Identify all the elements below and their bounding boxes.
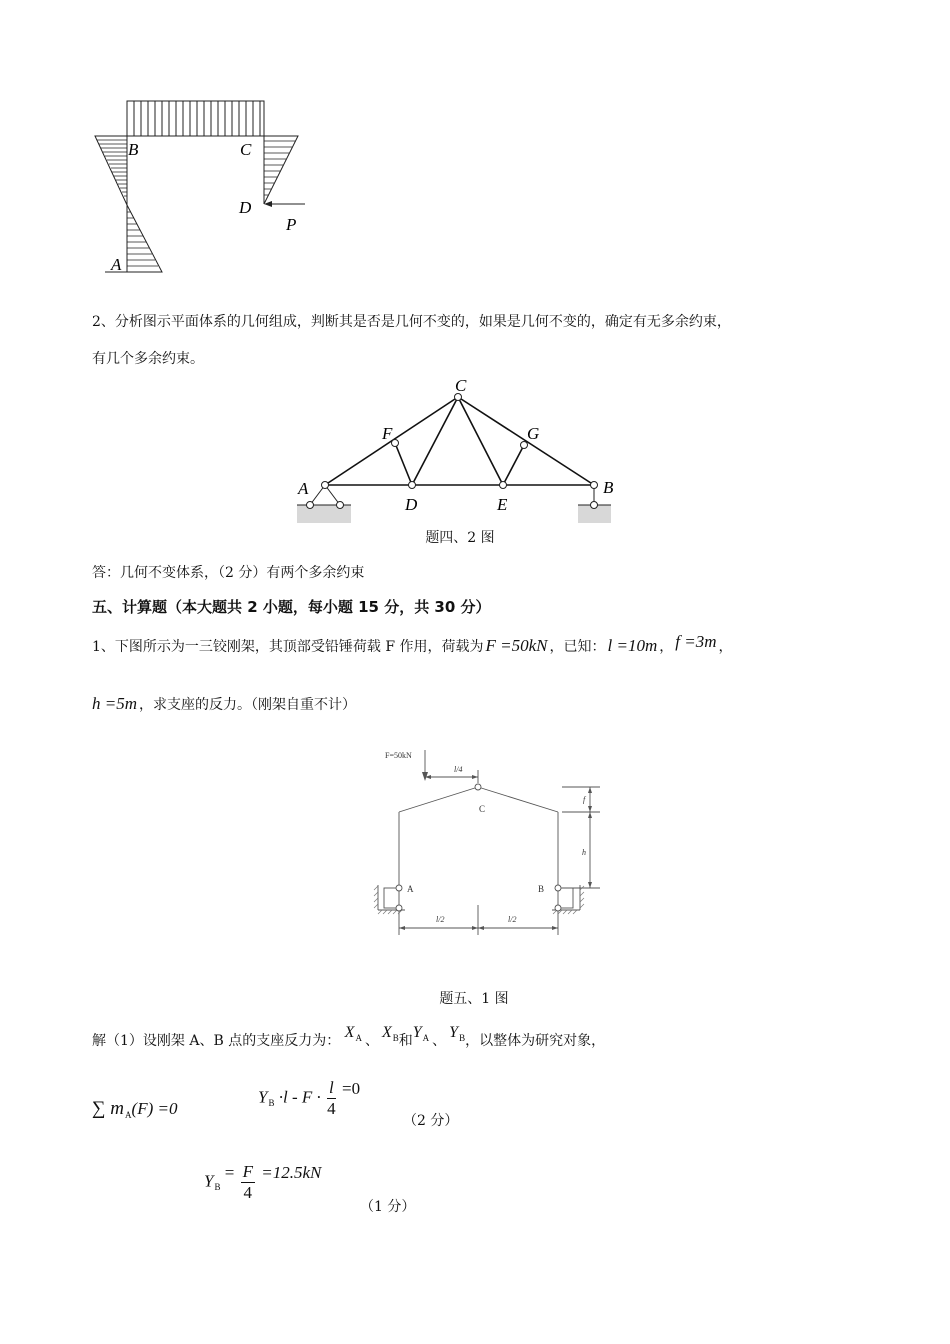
problem-1-l-value: l =10m — [607, 636, 658, 655]
truss-label-e: E — [497, 495, 508, 514]
problem-1-line-1 — [92, 632, 733, 657]
eq1-sub: A — [125, 1110, 132, 1120]
eq3-num: F — [242, 1162, 253, 1181]
eq2-fraction — [327, 1078, 336, 1119]
eq2-num: l — [329, 1078, 334, 1097]
frame-half-2: l/2 — [508, 915, 517, 924]
frame-left-label: A — [407, 884, 414, 894]
problem-1-h-value: h =5m — [92, 694, 137, 713]
solution-dun-1: 、 — [364, 1033, 379, 1049]
truss-label-b: B — [603, 478, 614, 497]
eq2-end: =0 — [342, 1079, 361, 1099]
equation-moment-balance — [258, 1078, 360, 1119]
truss-label-g: G — [527, 424, 540, 443]
frame-quarter-label: l/4 — [454, 765, 463, 774]
eq3-y: Y — [204, 1171, 214, 1191]
frame-force-label: F=50kN — [385, 751, 412, 760]
frame-right-label: B — [538, 884, 545, 894]
problem-1-sep-1: ， — [659, 639, 674, 655]
score-1: （2 分） — [403, 1113, 459, 1129]
truss-caption: 题四、2 图 — [425, 530, 495, 546]
solution-xb: X — [381, 1024, 392, 1041]
solution-intro — [92, 1024, 606, 1052]
truss-label-f: F — [382, 424, 393, 443]
truss-label-d: D — [405, 495, 418, 514]
frame-f-dimension: f — [583, 795, 586, 804]
question-2-line-1: 2、分析图示平面体系的几何组成，判断其是否是几何不变的，如果是几何不变的，确定有无多余约束， — [92, 314, 731, 330]
eq2-sub: B — [268, 1098, 275, 1109]
solution-intro-a: 解（1）设刚架 A、B 点的支座反力为： — [92, 1033, 341, 1049]
eq1-lhs: ∑ m — [92, 1098, 125, 1119]
truss-diagram — [290, 370, 630, 528]
problem-1-f-value: f =3m — [675, 632, 717, 651]
truss-label-a: A — [298, 479, 309, 498]
answer-2: 答：几何不变体系，（2 分）有两个多余约束 — [92, 565, 365, 581]
solution-yb-sub: B — [459, 1033, 466, 1043]
equation-result — [204, 1162, 321, 1203]
frame-h-dimension: h — [582, 848, 586, 857]
solution-xa-sub: A — [355, 1033, 362, 1043]
section-5-heading: 五、计算题（本大题共 2 小题，每小题 15 分，共 30 分） — [92, 598, 491, 616]
problem-1-load: F =50kN — [485, 636, 548, 655]
three-hinged-frame-diagram — [370, 742, 610, 938]
solution-yb: Y — [449, 1024, 459, 1041]
eq2-mid: ·l - F · — [278, 1087, 321, 1107]
solution-xa: X — [344, 1024, 355, 1041]
frame-apex-label: C — [479, 804, 486, 814]
eq3-eq: = — [224, 1163, 235, 1183]
label-c: C — [240, 140, 252, 159]
eq3-fraction — [241, 1162, 255, 1203]
frame-half-1: l/2 — [436, 915, 445, 924]
eq3-den: 4 — [243, 1183, 253, 1202]
problem-1-text-a: 1、下图所示为一三铰刚架，其顶部受铅锤荷载 F 作用，荷载为 — [92, 639, 484, 655]
solution-intro-b: ，以整体为研究对象， — [465, 1033, 606, 1049]
truss-label-c: C — [455, 376, 467, 395]
label-a: A — [111, 255, 122, 274]
solution-dun-2: 、 — [432, 1033, 447, 1049]
problem-1-text-c: ，求支座的反力。（刚架自重不计） — [139, 697, 356, 713]
solution-xb-sub: B — [392, 1033, 399, 1043]
moment-diagram — [85, 95, 315, 280]
eq1-rhs: (F) =0 — [131, 1099, 178, 1118]
solution-ya-sub: A — [422, 1033, 430, 1043]
label-d: D — [239, 198, 252, 217]
eq3-end: =12.5kN — [261, 1163, 322, 1183]
problem-1-line-2 — [92, 694, 356, 715]
solution-he: 和 — [398, 1033, 413, 1049]
label-p: P — [286, 215, 297, 234]
label-b: B — [128, 140, 139, 159]
eq2-den: 4 — [327, 1099, 336, 1118]
equation-moment-sum — [92, 1098, 177, 1120]
score-2: （1 分） — [360, 1199, 416, 1215]
solution-ya: Y — [412, 1024, 422, 1041]
eq3-sub: B — [214, 1182, 221, 1193]
problem-1-sep-2: ， — [718, 639, 733, 655]
problem-1-text-b: ，已知： — [549, 639, 606, 655]
question-2-line-2: 有几个多余约束。 — [92, 351, 204, 367]
frame-caption: 题五、1 图 — [439, 991, 509, 1007]
eq2-y: Y — [258, 1087, 268, 1107]
